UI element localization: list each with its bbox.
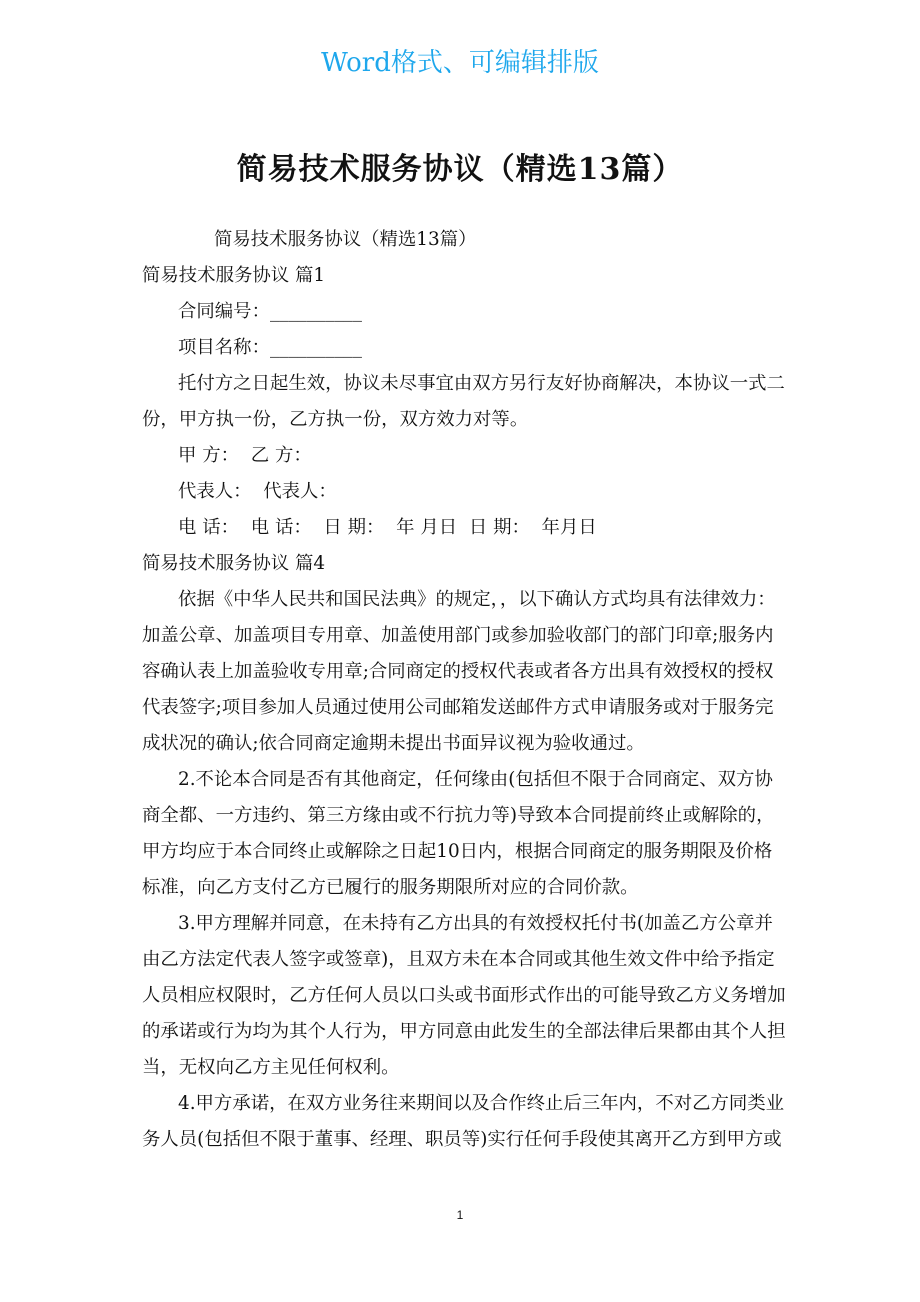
header-banner: Word格式、可编辑排版 <box>321 48 599 78</box>
text-line: 人员相应权限时，乙方任何人员以口头或书面形式作出的可能导致乙方义务增加 <box>142 985 786 1006</box>
text-line: 当，无权向乙方主见任何权利。 <box>142 1057 400 1078</box>
text-line: 电 话： 电 话： 日 期： 年 月日 日 期： 年月日 <box>178 517 597 538</box>
text-line: 4.甲方承诺，在双方业务往来期间以及合作终止后三年内，不对乙方同类业 <box>178 1093 785 1114</box>
text-line: 简易技术服务协议 篇4 <box>142 553 326 574</box>
text-line: 份，甲方执一份，乙方执一份，双方效力对等。 <box>142 409 529 430</box>
subtitle: 简易技术服务协议（精选13篇） <box>214 229 477 250</box>
text-line: 代表签字;项目参加人员通过使用公司邮箱发送邮件方式申请服务或对于服务完 <box>142 697 774 718</box>
text-line: 务人员(包括但不限于董事、经理、职员等)实行任何手段使其离开乙方到甲方或 <box>142 1129 782 1150</box>
text-line: 简易技术服务协议 篇1 <box>142 265 326 286</box>
document-body <box>142 222 786 1158</box>
text-line: 依据《中华人民共和国民法典》的规定，，以下确认方式均具有法律效力： <box>178 589 776 610</box>
text-line: 容确认表上加盖验收专用章;合同商定的授权代表或者各方出具有效授权的授权 <box>142 661 774 682</box>
text-line: 甲方均应于本合同终止或解除之日起10日内，根据合同商定的服务期限及价格 <box>142 841 773 862</box>
text-line: 项目名称：__________ <box>178 337 362 358</box>
text-line: 甲 方： 乙 方： <box>178 445 312 466</box>
page-number: 1 <box>456 1208 464 1222</box>
text-line: 2.不论本合同是否有其他商定，任何缘由(包括但不限于合同商定、双方协 <box>178 769 773 790</box>
text-line: 商全都、一方违约、第三方缘由或不行抗力等)导致本合同提前终止或解除的， <box>142 805 775 826</box>
text-line: 合同编号：__________ <box>178 301 362 322</box>
text-line: 代表人： 代表人： <box>178 481 337 502</box>
text-line: 由乙方法定代表人签字或签章)，且双方未在本合同或其他生效文件中给予指定 <box>142 949 775 970</box>
text-line: 3.甲方理解并同意，在未持有乙方出具的有效授权托付书(加盖乙方公章并 <box>178 913 773 934</box>
document-title: 简易技术服务协议（精选13篇） <box>236 152 684 187</box>
text-line: 标准，向乙方支付乙方已履行的服务期限所对应的合同价款。 <box>142 877 639 898</box>
text-line: 成状况的确认;依合同商定逾期未提出书面异议视为验收通过。 <box>142 733 645 754</box>
text-line: 的承诺或行为均为其个人行为，甲方同意由此发生的全部法律后果都由其个人担 <box>142 1021 786 1042</box>
text-line: 加盖公章、加盖项目专用章、加盖使用部门或参加验收部门的部门印章;服务内 <box>142 625 774 646</box>
text-line: 托付方之日起生效，协议未尽事宜由双方另行友好协商解决，本协议一式二 <box>178 373 785 394</box>
